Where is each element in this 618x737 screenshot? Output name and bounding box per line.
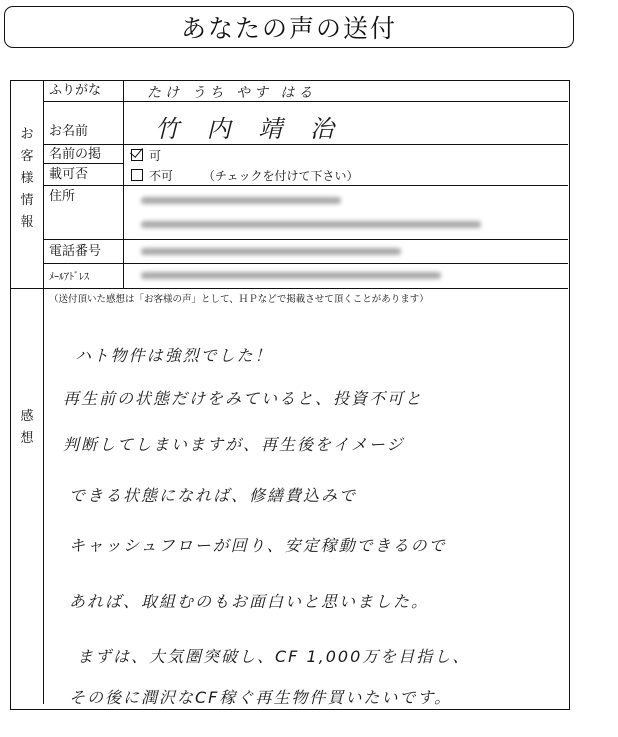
impression-line-3: 判断してしまいますが、再生後をイメージ: [63, 435, 405, 454]
publish-no-checkbox[interactable]: [131, 169, 143, 181]
redacted-phone: [141, 248, 401, 255]
redacted-email: [141, 272, 441, 279]
name-label: お名前: [49, 124, 89, 139]
voice-form: [10, 80, 570, 710]
publish-label-line1: 名前の掲: [49, 147, 102, 162]
redacted-address-line1: [141, 197, 341, 204]
furigana-value: たけ うち やす はる: [147, 85, 317, 101]
page-title: あなたの声の送付: [180, 14, 397, 43]
title-box: [4, 6, 574, 48]
impression-line-1: ハト物件は強烈でした！: [75, 346, 273, 365]
furigana-label: ふりがな: [49, 83, 102, 98]
row-line: [43, 263, 568, 264]
name-value: 竹 内 靖 治: [155, 115, 344, 143]
impression-line-8: その後に潤沢なCF稼ぐ再生物件買いたいです。: [69, 688, 453, 707]
impression-line-6: あれば、取組むのもお面白いと思いました。: [69, 592, 430, 611]
publish-note: （チェックを付けて下さい）: [202, 169, 359, 183]
section-divider: [11, 288, 568, 289]
col-divider-1: [43, 81, 44, 704]
row-line: [43, 239, 568, 240]
impression-line-2: 再生前の状態だけをみていると、投資不可と: [63, 389, 424, 408]
redacted-address-line2: [141, 221, 481, 228]
row-line: [43, 144, 568, 145]
email-label: ﾒｰﾙｱﾄﾞﾚｽ: [49, 272, 89, 283]
publication-notice: （送付頂いた感想は「お客様の声」として、ＨＰなどで掲載させて頂くことがあります）: [49, 294, 429, 305]
impression-line-5: キャッシュフローが回り、安定稼動できるので: [69, 536, 447, 555]
impression-label: 感 想: [20, 409, 34, 446]
publish-label-line2: 載可否: [49, 167, 89, 182]
impression-line-4: できる状態になれば、修繕費込みで: [69, 486, 358, 505]
publish-yes-option[interactable]: 可: [131, 148, 161, 164]
row-line: [43, 163, 123, 164]
publish-yes-checkbox[interactable]: [131, 149, 143, 161]
address-label: 住所: [49, 189, 76, 204]
impression-line-7: まずは、大気圏突破し、CF 1,000万を目指し、: [77, 647, 471, 666]
row-line: [43, 185, 568, 186]
customer-info-label: お 客 様 情 報: [20, 127, 34, 230]
publish-no-option[interactable]: 不可 （チェックを付けて下さい）: [131, 168, 359, 184]
phone-label: 電話番号: [49, 244, 102, 259]
